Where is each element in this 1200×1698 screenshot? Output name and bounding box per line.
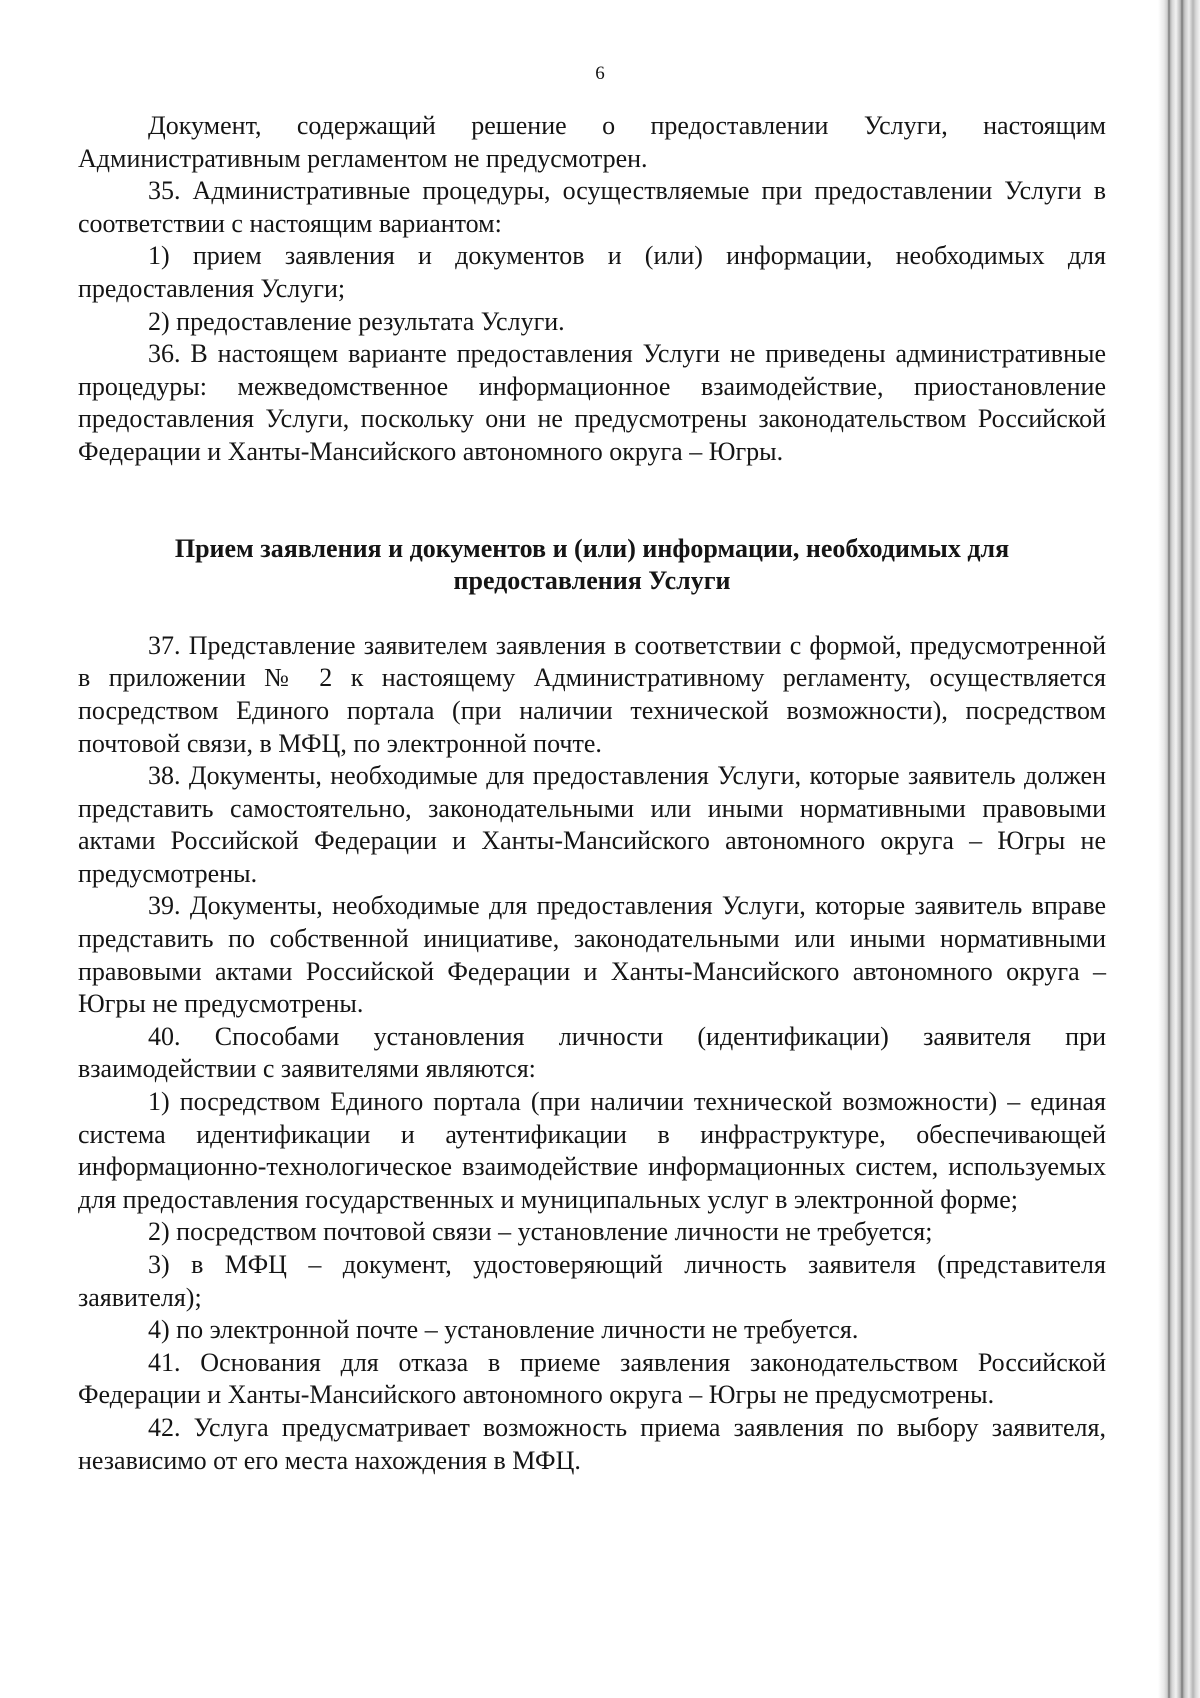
list-item-35-2: 2) предоставление результата Услуги. [148, 306, 565, 336]
scan-binding-line-right [1181, 0, 1183, 1698]
paragraph-37: 37. Представление заявителем заявления в соответствии с формой, предусмотренной в приложении № 2 к настоящему Административному регламенту, осуществляется посредством Единого портала (при наличии технической возможности), посредством почтовой связи, в МФЦ, по электронной почте. [78, 630, 1106, 758]
section-heading-line-1: Прием заявления и документов и (или) информации, необходимых для [174, 533, 1010, 563]
list-item-40-1: 1) посредством Единого портала (при наличии технической возможности) – единая система идентификации и аутентификации в инфраструктуре, обеспечивающей информационно-технологическое взаимодействие информационных систем, используемых для предоставления государственных и муниципальных услуг в электронной форме; [78, 1087, 1106, 1214]
paragraph-39: 39. Документы, необходимые для предоставления Услуги, которые заявитель вправе представить по собственной инициативе, законодательными или иными нормативными правовыми актами Российской Федерации и Ханты-Мансийского автономного округа – Югры не предусмотрены. [78, 891, 1106, 1019]
paragraph-42: 42. Услуга предусматривает возможность приема заявления по выбору заявителя, независимо от его места нахождения в МФЦ. [78, 1412, 1106, 1475]
page-number: 6 [595, 63, 605, 84]
section-heading-line-2: предоставления Услуги [453, 566, 731, 596]
paragraph-36: 36. В настоящем варианте предоставления Услуги не приведены административные процедуры: межведомственное информационное взаимодействие, приостановление предоставления Услуги, поскольку они не предусмотрены законодательством Российской Федерации и Ханты-Мансийского автономного округа – Югры. [78, 339, 1106, 466]
paragraph-40: 40. Способами установления личности (идентификации) заявителя при взаимодействии с заявителями являются: [78, 1021, 1106, 1084]
section-heading [78, 533, 1106, 598]
paragraph-35: 35. Административные процедуры, осуществляемые при предоставлении Услуги в соответствии с настоящим вариантом: [78, 176, 1106, 238]
list-item-40-3: 3) в МФЦ – документ, удостоверяющий личность заявителя (представителя заявителя); [78, 1250, 1106, 1312]
paragraph-decision-document: Документ, содержащий решение о предоставлении Услуги, настоящим Административным регламентом не предусмотрен. [78, 111, 1106, 173]
scan-binding-line-left [1168, 0, 1170, 1698]
list-item-35-1: 1) прием заявления и документов и (или) информации, необходимых для предоставления Услуги; [78, 241, 1106, 303]
scan-binding-edge [1158, 0, 1200, 1698]
list-item-40-4: 4) по электронной почте – установление личности не требуется. [148, 1315, 859, 1345]
paragraph-41: 41. Основания для отказа в приеме заявления законодательством Российской Федерации и Ханты-Мансийского автономного округа – Югры не предусмотрены. [78, 1347, 1106, 1410]
paragraph-38: 38. Документы, необходимые для предоставления Услуги, которые заявитель должен представить самостоятельно, законодательными или иными нормативными правовыми актами Российской Федерации и Ханты-Мансийского автономного округа – Югры не предусмотрены. [78, 761, 1106, 888]
list-item-40-2: 2) посредством почтовой связи – установление личности не требуется; [148, 1217, 933, 1247]
document-body [78, 110, 1106, 1477]
